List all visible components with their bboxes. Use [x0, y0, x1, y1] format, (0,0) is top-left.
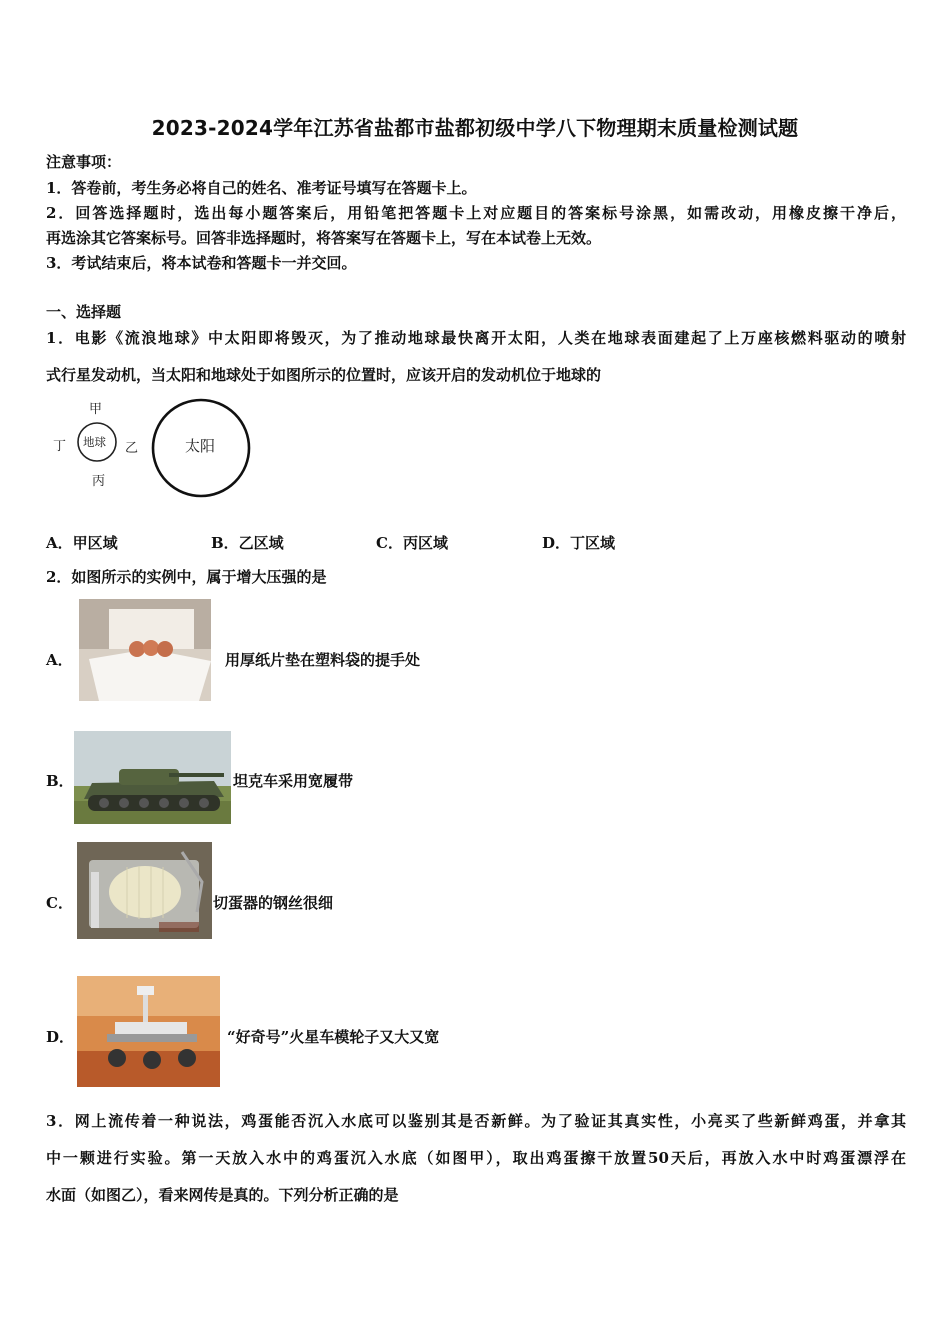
- q2-option-c-text: 切蛋器的钢丝很细: [213, 894, 334, 912]
- notice-heading: 注意事项：: [46, 153, 122, 171]
- diagram-label-bottom: 丙: [92, 474, 106, 489]
- diagram-label-top: 甲: [89, 402, 103, 417]
- q3-stem-line2: 中一颗进行实验。第一天放入水中的鸡蛋沉入水底（如图甲），取出鸡蛋擦干放置50天后，再放入水中时鸡蛋漂浮在: [46, 1149, 906, 1167]
- q1-option-d: D．丁区域: [542, 534, 616, 552]
- notice-item-2-cont: 再选涂其它答案标号。回答非选择题时，将答案写在答题卡上，写在本试卷上无效。: [46, 229, 602, 247]
- earth-sun-diagram: [50, 398, 260, 502]
- diagram-label-right: 乙: [125, 441, 139, 456]
- notice-item-2: 2．回答选择题时，选出每小题答案后，用铅笔把答题卡上对应题目的答案标号涂黑，如需改动，用橡皮擦干净后，: [46, 204, 906, 222]
- earth-label: 地球: [83, 435, 106, 449]
- q3-stem-line1: 3．网上流传着一种说法，鸡蛋能否沉入水底可以鉴别其是否新鲜。为了验证其真实性，小亮买了些新鲜鸡蛋，并拿其: [46, 1112, 906, 1130]
- q2-option-c-label: C．: [46, 894, 73, 912]
- tank-photo: [74, 731, 231, 824]
- q1-option-b: B．乙区域: [211, 534, 284, 552]
- q1-option-c: C．丙区域: [376, 534, 448, 552]
- q1-stem-line1: 1．电影《流浪地球》中太阳即将毁灭，为了推动地球最快离开太阳，人类在地球表面建起了上万座核燃料驱动的喷射: [46, 329, 906, 347]
- page-title: 2023-2024学年江苏省盐都市盐都初级中学八下物理期末质量检测试题: [151, 116, 799, 140]
- section-heading: 一、选择题: [46, 303, 122, 321]
- q3-stem-line3: 水面（如图乙），看来网传是真的。下列分析正确的是: [46, 1186, 399, 1204]
- q1-stem-line2: 式行星发动机，当太阳和地球处于如图所示的位置时，应该开启的发动机位于地球的: [46, 366, 602, 384]
- diagram-label-left: 丁: [53, 439, 67, 454]
- mars-rover-photo: [77, 976, 220, 1087]
- q2-option-d-text: “好奇号”火星车模轮子又大又宽: [227, 1028, 440, 1046]
- egg-slicer-photo: [77, 842, 212, 939]
- q2-option-b-text: 坦克车采用宽履带: [233, 772, 354, 790]
- notice-item-1: 1．答卷前，考生务必将自己的姓名、准考证号填写在答题卡上。: [46, 179, 477, 197]
- q1-option-a: A．甲区域: [46, 534, 118, 552]
- q2-option-a-text: 用厚纸片垫在塑料袋的提手处: [225, 651, 421, 669]
- notice-item-3: 3．考试结束后，将本试卷和答题卡一并交回。: [46, 254, 357, 272]
- q2-stem: 2．如图所示的实例中，属于增大压强的是: [46, 568, 327, 586]
- plastic-bag-photo: [79, 599, 222, 701]
- q2-option-d-label: D．: [46, 1028, 75, 1046]
- q2-option-b-label: B．: [46, 772, 74, 790]
- sun-label: 太阳: [185, 437, 216, 455]
- q2-option-a-label: A．: [46, 651, 73, 669]
